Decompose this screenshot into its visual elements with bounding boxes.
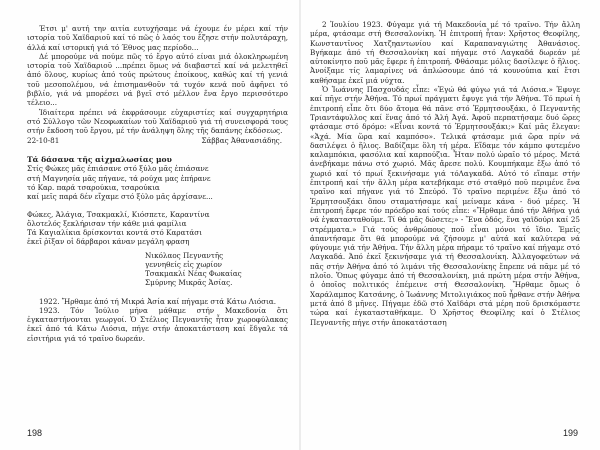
poem-line: τό Καρ. παρά τσαρούκια, τσαρούκια <box>27 182 160 192</box>
poem-stanza <box>27 210 288 247</box>
chronicle-paragraph: 1923. Τόν Ἰούλιο μήνα μάθαμε στήν Μακεδονία ὅτι ἐγκαταστήνονται γεωργοί. Ὁ Στέλιος Πεγναντῆς ἦταν χωροφύλακας ἐκεῖ ἀπό τά Κάτω Λιόσια, πήγε στήν ἀποκατάσταση καί ἔδγαλε τά εἰσιτήρια γιά τό τραῖνο δωρεάν. <box>27 305 288 343</box>
poem-credit <box>145 251 288 288</box>
poem-line: ὅλοτελός ξεκλήρισαν τήν κάθε μιά φαμίλια <box>27 218 187 228</box>
poem-credit-line: Τσακμακλί Νέας Φωκαίας <box>145 269 242 279</box>
page-number-right: 199 <box>562 428 578 438</box>
letter-paragraph: Έτσι μ' αυτή την αιτία ευτυχήσαμε νά έχουμε έν μέρει καί τήν ιστορία τοῦ Χαϊδαριοῦ καί τό πῶς ὁ λαός του ἔζησε στήν πολυτάραχη, άλλά καί ιστορική γιά τό Έθνος μας περίοδο... <box>27 24 288 52</box>
chronicle-paragraph: 2 Ἰουλίου 1923. Φύγαμε γιά τή Μακεδονία μέ τό τραῖνο. Τήν ἄλλη μέρα, φτάσαμε στή Θεσσαλονίκη. Ἡ ἐπιτροπή ἦταν: Χρῆστος Θεοφίλης, Κωνσταντῖνος Χατζηαντωνίου καί Καραπαναγιώτης Ἀθανάσιος. Βγήκαμε ἀπό τή Θεσσαλονίκη καί πήγαμε στό Λαγκαδά δωρεάν μέ αὐτοκίνητο ποῦ μᾶς ἔφερε ἡ ἐπιτροπή. Φθάσαμε μόλις δασίλεψε ὁ ἥλιος. Ἀνοίξαμε τίς λαμαρίνες νά ἀπλώσουμε ἀπό τά κουνούπια καί ἔτσι καθήσαμε ἐκεῖ μιά νύχτα. <box>310 20 580 85</box>
poem-credit-line: Νικόλαος Πεγναντῆς <box>145 250 224 260</box>
poem-line: Τά Καγιαλίκια δρίσκονται κοντά στό Καρατάσι <box>27 228 202 238</box>
letter-signature: Σάββας Ἀθανασιάδης. <box>201 135 282 145</box>
page-number-left: 198 <box>27 428 43 438</box>
poem-stanza <box>27 164 288 201</box>
poem-credit-line: Σμύρνης Μικρᾶς Ἀσίας. <box>145 278 233 288</box>
letter-block <box>27 24 288 145</box>
letter-paragraph: Ἰδιαίτερα πρέπει νά ἐκφράσουμε εὐχαριστίες καί συγχαρητήρια στό Σύλλογο τῶν Νεοφωκαίων τοῦ Χαϊδαριοῦ γιά τή συνεισφορά τους στήν ἔκδοση τοῦ ἔργου, μέ τήν ἀνάληψη ὅλης τῆς δαπάνης ἐκδόσεως. <box>27 107 288 136</box>
poem-line: Στίς Φώκες μᾶς ἐπιάσανε στό ξύλο μᾶς ἐπιάσανε <box>27 164 209 174</box>
stanza-gap <box>27 202 288 210</box>
right-page <box>300 0 600 450</box>
poem-line: καί μεῖς παρά δέν εἴχαμε στό ξύλο μᾶς ἀρχίσανε... <box>27 192 213 202</box>
poem-credit-line: γεννηθείς εἰς χωρίον <box>145 259 223 269</box>
letter-signature-line <box>27 136 288 145</box>
poem-line: Φώκες, Ἀλάγια, Τσακμακλί, Κιόσπετε, Καραντίνα <box>27 209 210 219</box>
letter-paragraph: Δέ μπορούμε νά πούμε πῶς τό ἔργο αὐτό είναι μιά ὁλοκληρωμένη ιστορία τοῦ Χαϊδαριοῦ ...πρέπει ὅμως νά διαβαστεῖ καί νά μελετηθεῖ ἀπό ὅλους, κυρίως ἀπό τούς πρώτους ἐποίκους, καθώς καί τή γενιά τοῦ μεσοπολέμου, νά ἐπισημανθοῦν τά τυχόν κενά ποῦ ἀφῆνει τό βιβλίο, γιά νά μπορέσει νά βγεῖ στό μέλλον ἕνα ἔργο περισσότερο τέλειο... <box>27 51 288 108</box>
poem-line: ἐκεῖ ῥῖξαν οἱ δάρβαροι κάναν μεγάλη φραση <box>27 237 190 247</box>
poem-title: Τά δάσανα τῆς αἰχμαλωσίας μου <box>27 154 172 164</box>
chronicle-block <box>27 297 288 343</box>
chronicle-paragraph: Ὁ Ἰωάννης Πασχουδάς εἶπε: «Ἐγώ θά φύγω γιά τά Λιόσια.» Ἐφυγε καί πῆγε στήν Ἀθήνα. Τό πρωί πράγματι ἔφυγε γιά τήν Ἀθήνα. Τό πρωί ἡ ἐπιτροπή εἶπε ὅτι δύο ἄτομα θά πᾶνε στό Ἐρμητσουξάκι, ὁ Πεγναντῆς Τριαντάφυλλος καί ἕνας ἀπό τό Ἀλή Ἀγά. Ἀφοῦ περπατήσαμε δυό ὥρες φτάσαμε στό δρόμο: «Εἶναι κοντά τό Ἐρμητσουξάκι;» Καί μᾶς ἔλεγαν: «Ἀχά. Μία ὥρα καί καμπόσο». Τελικά φτάσαμε μιά ὥρα πρίν νά δασιλέψει ὁ ἥλιος. Βαδίζαμε ὅλη τή μέρα. Εἴδαμε τόν κάμπο φυτεμένο καλαμπόκια, φασόλια καί καρπούζια. Ἦταν πολύ ὡραῖο τό μέρος. Μετά ἀνεβήκαμε πάνω στό χωριό. Μᾶς ἄρεσε πολύ. Κουμπήκαμε ἔξω ἀπό τό χωριό καί τό πρωί ξεκινήσαμε γιά τόΛαγκαδά. Αὐτό τό εἴπαμε στήν ἐπιτροπή καί τήν ἄλλη μέρα κατεβήκαμε στό σταθμό ποῦ περιμένε ἕνα τραῖνο καί πήγανε γιά τό Σπεύρό. Τό τραῖνο περιμένε ἔξω ἀπό τό Ἐρμητσουξάκι ὅπου σταματήσαμε καί μείναμε κάνα - δυό μέρες. Ἡ ἐπιτροπή ἔφερε τόν πρόεδρο καί τούς εἶπε: «Ἤρθαμε ἀπό τήν Ἀθήνα γιά νά ἐγκατασταθοῦμε. Τί θά μᾶς δώσετε;» - Ἕνα ὁδός, ἕνα γαϊδούρι καί 25 στρέμματα.» Γιά τούς ἀνθρώπους ποῦ εἶναι μόνοι τό ἴδιο. Ἐμεῖς ἀπαντήσαμε ὅτι θά μπορούμε νά ζήσουμε μ' αὐτά καί καλύτερα νά φύγουμε γιά τήν Ἀθήνα. Τήν ἄλλη μέρα πήραμε τό τραῖνο καί πήγαμε στό Λαγκαδά. Ἀπό ἐκεῖ ξεκινήσαμε γιά τή Θεσσαλονίκη. Ἀλλαγοφεύτων νά πᾶς στήν Ἀθήνα ἀπό τό λιμάνι τῆς Θεσσαλονίκης ἔπρεπε νά πᾶμε μέ τό πλοῖο. Ὅπως φύγαμε ἀπό τή Θεσσαλονίκη, μιά πρώτη μέρα στήν Ἀθήνα, ὁ ὁποῖος πολιτικός ἐπέμεινε στή Θεσσαλονίκη. Ἤρθαμε ὅμως ὁ Χαράλαμπος Κατσάνης, ὁ Ἰωάννης Μιτολιγιάκος ποῦ ἦρθανε στήν Ἀθήνα μετά ἀπό 8 μῆνες. Πήγαμε ἐδῶ στό Χαϊδάρι στά μέρη ποῦ δρισκόμαστε τώρα καί ἐγκατασταθήκαμε. Ὁ Χρῆστος Θεοφίλης καί ὁ Στέλιος Πεγναντῆς πήγε στήν ἀποκατάσταση <box>310 85 580 327</box>
chronicle-paragraph: 1922. Ἤρθαμε ἀπό τή Μικρά Ἀσία καί πήγαμε στά Κάτω Λιόσια. <box>39 296 276 306</box>
poem-line: στή Μαγνησία μᾶς πήγανε, τά ρούχα μας ἐπήρανε <box>27 173 211 183</box>
letter-date: 22-10-81 <box>27 135 60 145</box>
